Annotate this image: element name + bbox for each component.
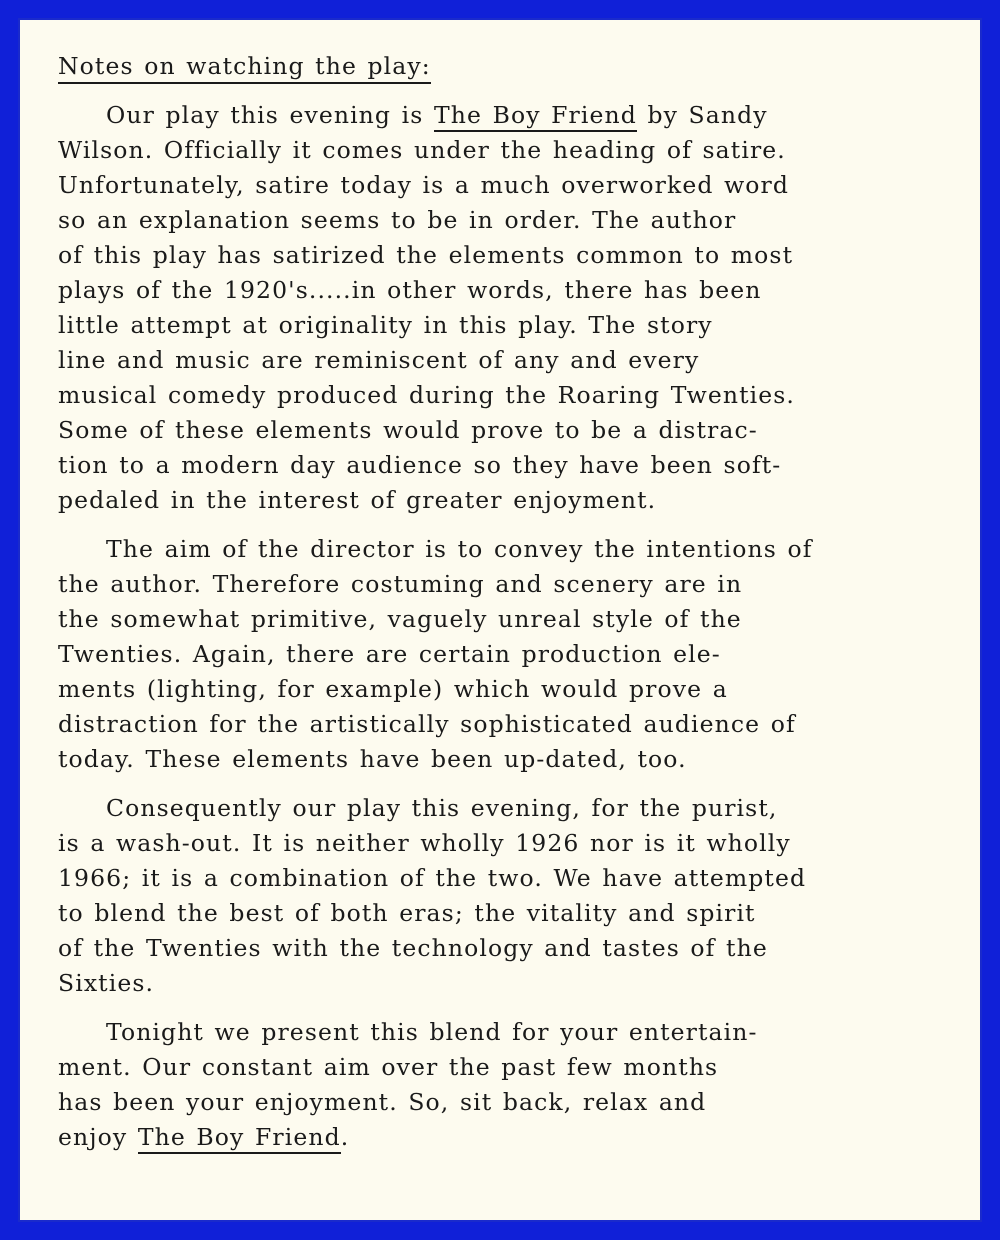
paragraph-gap [58, 518, 958, 532]
paragraph-1-line-10: Some of these elements would prove to be a distrac- [58, 416, 758, 444]
paragraph-1-line-9: musical comedy produced during the Roaring Twenties. [58, 381, 795, 409]
document-page [18, 18, 982, 1222]
paragraph-2-line-4: Twenties. Again, there are certain production ele- [58, 640, 721, 668]
play-title-underlined: The Boy Friend [434, 101, 637, 132]
paragraph-2-line-5: ments (lighting, for example) which would prove a [58, 675, 728, 703]
paragraph-1 [58, 98, 958, 518]
paragraph-1-line-12: pedaled in the interest of greater enjoyment. [58, 486, 657, 514]
paragraph-1-line-6: plays of the 1920's.....in other words, there has been [58, 276, 762, 304]
paragraph-2 [58, 532, 958, 777]
document-body [58, 46, 958, 1155]
paragraph-1-line-1-post: by Sandy [636, 101, 768, 129]
paragraph-2-line-1: The aim of the director is to convey the intentions of [106, 535, 813, 563]
paragraph-2-line-3: the somewhat primitive, vaguely unreal style of the [58, 605, 742, 633]
paragraph-1-line-11: tion to a modern day audience so they have been soft- [58, 451, 782, 479]
paragraph-4-line-4 [58, 1120, 958, 1155]
notes-heading-text: Notes on watching the play: [58, 52, 431, 84]
paragraph-4-line-4-pre: enjoy [58, 1123, 138, 1151]
paragraph-1-line-4: so an explanation seems to be in order. The author [58, 206, 737, 234]
paragraph-1-line-3: Unfortunately, satire today is a much overworked word [58, 171, 790, 199]
play-title-underlined: The Boy Friend [138, 1123, 341, 1154]
paragraph-4-line-2: ment. Our constant aim over the past few months [58, 1053, 719, 1081]
paragraph-3-line-2: is a wash-out. It is neither wholly 1926 nor is it wholly [58, 829, 791, 857]
paragraph-3-line-6: Sixties. [58, 969, 155, 997]
paragraph-gap [58, 1001, 958, 1015]
paragraph-4-line-1: Tonight we present this blend for your entertain- [106, 1018, 758, 1046]
paragraph-3-line-1: Consequently our play this evening, for the purist, [106, 794, 778, 822]
notes-heading [58, 46, 958, 86]
paragraph-1-line-5: of this play has satirized the elements common to most [58, 241, 794, 269]
paragraph-2-line-6: distraction for the artistically sophisticated audience of [58, 710, 796, 738]
paragraph-1-line-8: line and music are reminiscent of any and every [58, 346, 700, 374]
paragraph-3 [58, 791, 958, 1001]
paragraph-4-line-3: has been your enjoyment. So, sit back, relax and [58, 1088, 707, 1116]
paragraph-1-line-1 [58, 98, 958, 133]
paragraph-4-line-4-post: . [340, 1123, 350, 1151]
paragraph-4 [58, 1015, 958, 1155]
paragraph-1-line-1-pre: Our play this evening is [106, 101, 434, 129]
paragraph-3-line-3: 1966; it is a combination of the two. We have attempted [58, 864, 807, 892]
paragraph-3-line-5: of the Twenties with the technology and tastes of the [58, 934, 768, 962]
paragraph-2-line-2: the author. Therefore costuming and scenery are in [58, 570, 743, 598]
paragraph-2-line-7: today. These elements have been up-dated, too. [58, 745, 687, 773]
paragraph-1-line-7: little attempt at originality in this play. The story [58, 311, 713, 339]
paragraph-1-line-2: Wilson. Officially it comes under the heading of satire. [58, 136, 786, 164]
paragraph-3-line-4: to blend the best of both eras; the vitality and spirit [58, 899, 756, 927]
paragraph-gap [58, 777, 958, 791]
